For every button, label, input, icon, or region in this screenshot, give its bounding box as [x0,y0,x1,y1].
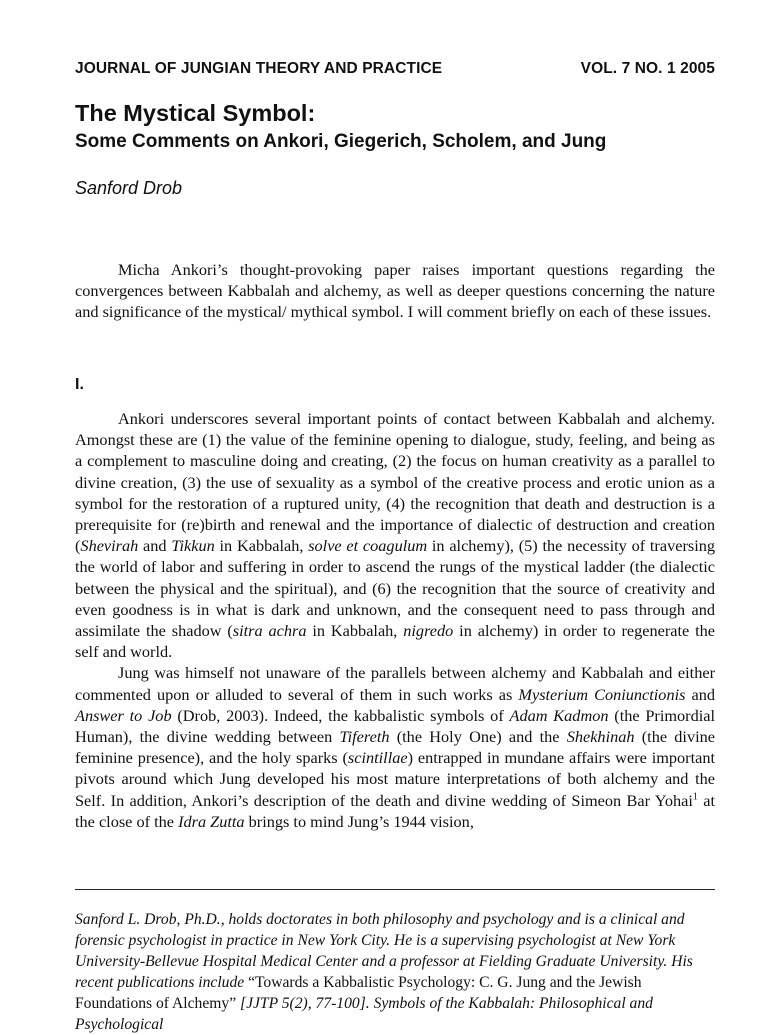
body-paragraph-1: Ankori underscores several important points of contact between Kabbalah and alchemy. Amongst these are (1) the value of the feminine opening to dialogue, study, feeling, and being as a complement to masculine doing and creating, (2) the focus on human creativity as a parallel to divine creation, (3) the use of sexuality as a symbol of the creative process and erotic union as a symbol for the restoration of a ruptured unity, (4) the recognition that death and destruction is a prerequisite for (re)birth and renewal and the importance of dialectic of destruction and creation (Shevirah and Tikkun in Kabbalah, solve et coagulum in alchemy), (5) the necessity of traversing the world of labor and suffering in order to ascend the rungs of the mystical ladder (the dialectic between the physical and the spiritual), and (6) the recognition that the source of creativity and even goodness is in what is dark and unknown, and the consequent need to pass through and assimilate the shadow (sitra achra in Kabbalah, nigredo in alchemy) in order to regenerate the self and world. [75,409,716,662]
running-header [75,60,715,78]
intro-paragraph: Micha Ankori’s thought-provoking paper raises important questions regarding the convergences between Kabbalah and alchemy, as well as deeper questions concerning the nature and significance of the mystical/ mythical symbol. I will comment briefly on each of these issues. [75,260,715,322]
author-name: Sanford Drob [75,178,183,198]
footnote-divider [75,889,715,890]
author-footnote: Sanford L. Drob, Ph.D., holds doctorates in both philosophy and psychology and is a clinical and forensic psychologist in practice in New York City. He is a supervising psychologist at New York University-Bellevue Hospital Medical Center and a professor at Fielding Graduate University. His recent publications include “Towards a Kabbalistic Psychology: C. G. Jung and the Jewish Foundations of Alchemy” [JJTP 5(2), 77-100]. Symbols of the Kabbalah: Philosophical and Psychological [75,911,693,1033]
section-heading: I. [75,376,84,393]
volume-issue: VOL. 7 NO. 1 2005 [580,60,715,77]
footnote-marker[interactable]: 1 [692,791,698,803]
journal-name: JOURNAL OF JUNGIAN THEORY AND PRACTICE [75,60,443,77]
article-title: The Mystical Symbol: [75,100,316,126]
body-paragraph-2: Jung was himself not unaware of the parallels between alchemy and Kabbalah and either commented upon or alluded to several of them in such works as Mysterium Coniunctionis and Answer to Job (Drob, 2003). Indeed, the kabbalistic symbols of Adam Kadmon (the Primordial Human), the divine wedding between Tifereth (the Holy One) and the Shekhinah (the divine feminine presence), and the holy sparks (scintillae) entrapped in mundane affairs were important pivots around which Jung developed his most mature interpretations of both alchemy and the Self. In addition, Ankori’s description of the death and divine wedding of Simeon Bar Yohai$^1$ at the close of the Idra Zutta brings to mind Jung’s 1944 vision, [75,663,716,831]
article-subtitle: Some Comments on Ankori, Giegerich, Scholem, and Jung [75,131,607,152]
section-body [75,408,715,832]
